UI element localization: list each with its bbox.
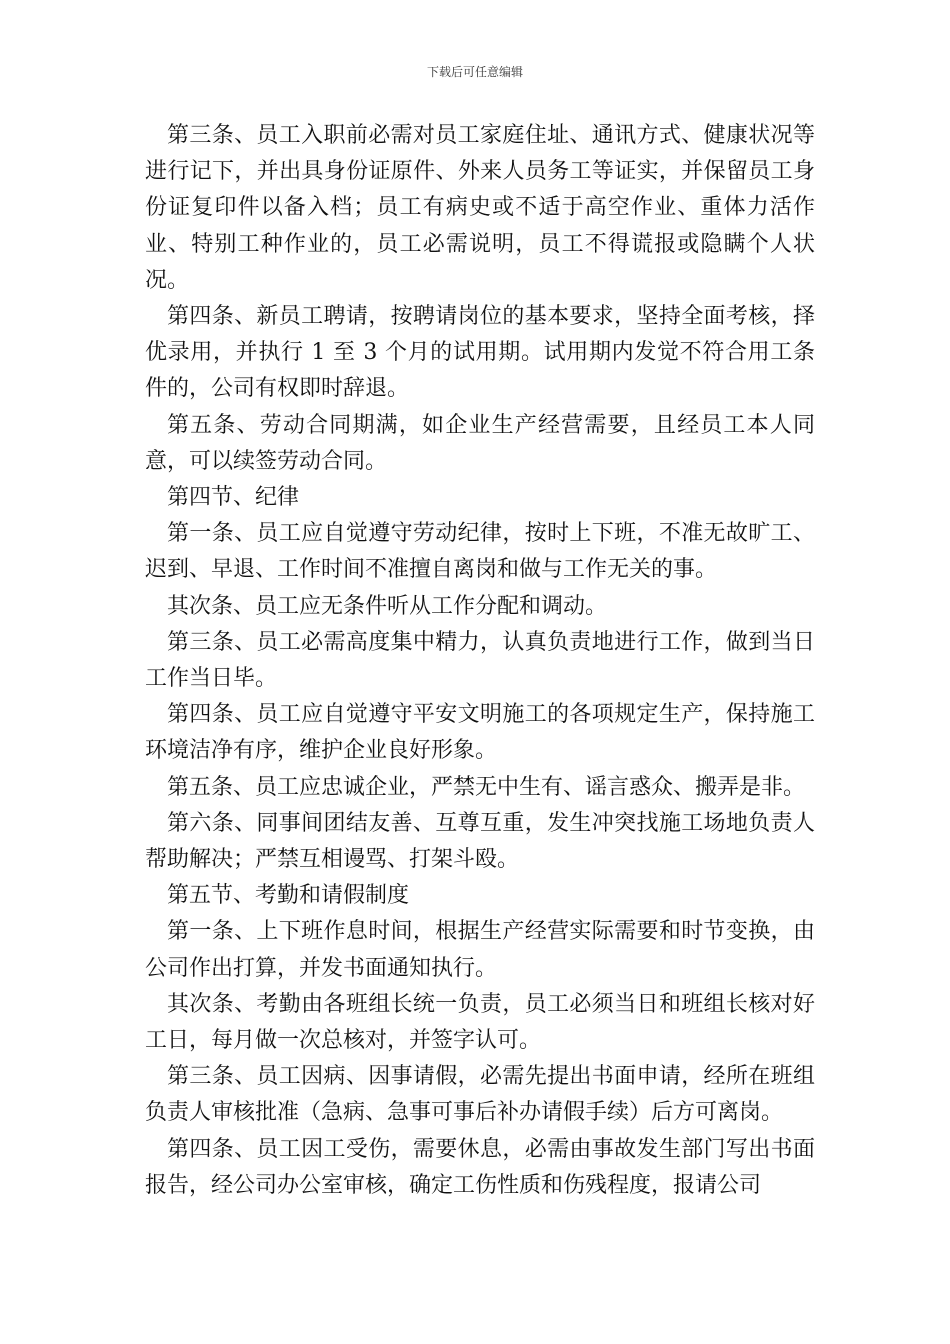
document-body bbox=[145, 118, 815, 1204]
paragraph: 第六条、同事间团结友善、互尊互重，发生冲突找施工场地负责人帮助解决；严禁互相谩骂、打架斗殴。 bbox=[145, 810, 815, 873]
paragraph: 第一条、员工应自觉遵守劳动纪律，按时上下班，不准无故旷工、迟到、早退、工作时间不准擅自离岗和做与工作无关的事。 bbox=[145, 521, 815, 583]
paragraph: 第四条、员工应自觉遵守平安文明施工的各项规定生产，保持施工环境洁净有序，维护企业良好形象。 bbox=[145, 702, 815, 764]
paragraph: 第五条、员工应忠诚企业，严禁无中生有、谣言惑众、搬弄是非。 bbox=[167, 774, 806, 800]
page-header: 下载后可任意编辑 bbox=[426, 65, 523, 79]
section-heading: 第四节、纪律 bbox=[167, 485, 300, 511]
paragraph: 其次条、考勤由各班组长统一负责，员工必须当日和班组长核对好工日，每月做一次总核对，并签字认可。 bbox=[145, 991, 815, 1054]
paragraph: 第四条、新员工聘请，按聘请岗位的基本要求，坚持全面考核，择优录用，并执行 1 至 3 个月的试用期。试用期内发觉不符合用工条件的，公司有权即时辞退。 bbox=[145, 304, 815, 402]
paragraph: 第三条、员工入职前必需对员工家庭住址、通讯方式、健康状况等进行记下，并出具身份证原件、外来人员务工等证实，并保留员工身份证复印件以备入档；员工有病史或不适于高空作业、重体力活作业、特别工种作业的，员工必需说明，员工不得谎报或隐瞒个人状况。 bbox=[145, 123, 815, 293]
section-heading: 第五节、考勤和请假制度 bbox=[167, 883, 410, 909]
paragraph: 第三条、员工因病、因事请假，必需先提出书面申请，经所在班组负责人审核批准（急病、急事可事后补办请假手续）后方可离岗。 bbox=[145, 1064, 815, 1126]
paragraph: 第一条、上下班作息时间，根据生产经营实际需要和时节变换，由公司作出打算，并发书面通知执行。 bbox=[145, 919, 815, 981]
paragraph: 第五条、劳动合同期满，如企业生产经营需要，且经员工本人同意，可以续签劳动合同。 bbox=[145, 412, 815, 474]
paragraph: 第三条、员工必需高度集中精力，认真负责地进行工作，做到当日工作当日毕。 bbox=[145, 629, 815, 692]
paragraph: 第四条、员工因工受伤，需要休息，必需由事故发生部门写出书面报告，经公司办公室审核，确定工伤性质和伤残程度，报请公司 bbox=[145, 1136, 815, 1198]
paragraph: 其次条、员工应无条件听从工作分配和调动。 bbox=[167, 593, 608, 619]
